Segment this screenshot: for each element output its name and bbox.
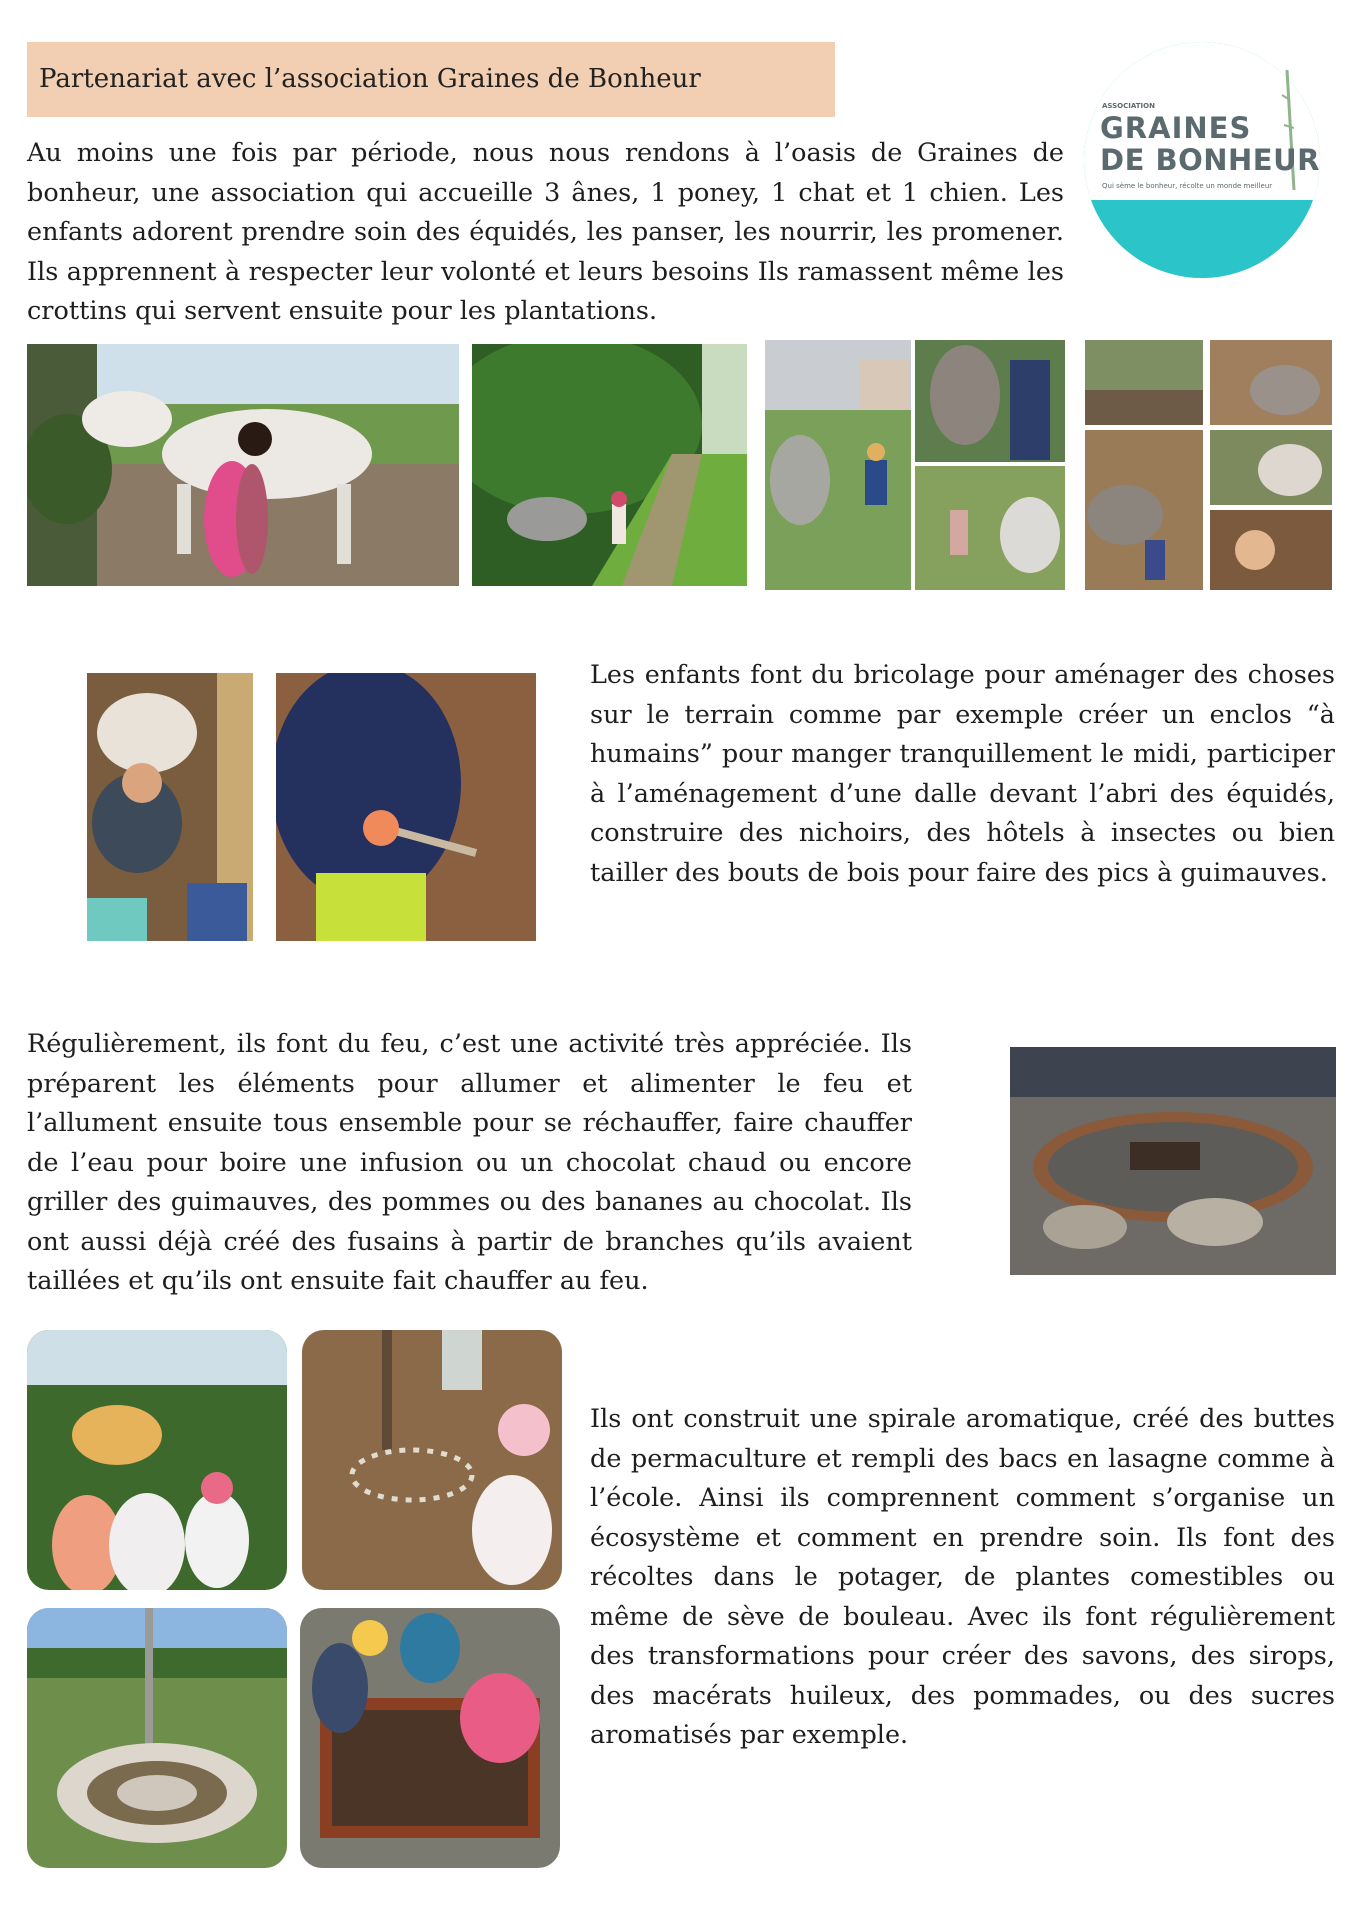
bricolage-paragraph: Les enfants font du bricolage pour aménager des choses sur le terrain comme par exemple créer un enclos “à humains” pour manger tranquillement le midi, participer à l’aménagement d’une dalle devant l’abri des équidés, construire des nichoirs, des hôtels à insectes ou bien tailler des bouts de bois pour faire des pics à guimauves. xyxy=(590,660,1335,888)
photo-donkey-collage-1 xyxy=(765,340,1065,590)
photo-pony-children xyxy=(27,344,459,586)
photo-donkey-path xyxy=(472,344,747,586)
fire-paragraph: Régulièrement, ils font du feu, c’est une activité très appréciée. Ils préparent les éléments pour allumer et alimenter le feu et l’allument ensuite tous ensemble pour se réchauffer, faire chauffer de l’eau pour boire une infusion ou un chocolat chaud ou encore griller des guimauves, des pommes ou des bananes au chocolat. Ils ont aussi déjà créé des fusains à partir de branches qu’ils avaient taillées et qu’ils ont ensuite fait chauffer au feu. xyxy=(27,1029,912,1296)
intro-paragraph: Au moins une fois par période, nous nous rendons à l’oasis de Graines de bonheur, une association qui accueille 3 ânes, 1 poney, 1 chat et 1 chien. Les enfants adorent prendre soin des équidés, les panser, les nourrir, les promener. Ils apprennent à respecter leur volonté et leurs besoins Ils ramassent même les crottins qui servent ensuite pour les plantations. xyxy=(27,138,1064,326)
photo-donkey-collage-2 xyxy=(1085,340,1332,590)
photo-garden-children xyxy=(27,1330,287,1590)
logo-tagline: Qui sème le bonheur, récolte un monde meilleur xyxy=(1102,182,1273,190)
page-title: Partenariat avec l’association Graines de Bonheur xyxy=(27,42,835,117)
association-logo xyxy=(1082,40,1322,280)
photo-aromatic-spiral-stones xyxy=(27,1608,287,1868)
logo-small-caption: ASSOCIATION xyxy=(1102,102,1155,110)
logo-line-2: DE BONHEUR xyxy=(1100,143,1320,177)
garden-paragraph: Ils ont construit une spirale aromatique, créé des buttes de permaculture et rempli des bacs en lasagne comme à l’école. Ainsi ils comprennent comment s’organise un écosystème et comment en prendre soin. Ils font des récoltes dans le potager, de plantes comestibles ou même de sève de bouleau. Avec ils font régulièrement des transformations pour créer des savons, des sirops, des macérats huileux, des pommades, ou des sucres aromatisés par exemple. xyxy=(590,1404,1335,1750)
photo-aromatic-spiral-start xyxy=(302,1330,562,1590)
logo-line-1: GRAINES xyxy=(1100,111,1252,145)
photo-fire-pit xyxy=(1010,1047,1336,1275)
photo-whittling-stick xyxy=(276,673,536,941)
photo-lasagna-bed xyxy=(300,1608,560,1868)
photo-building-fence xyxy=(87,673,253,941)
